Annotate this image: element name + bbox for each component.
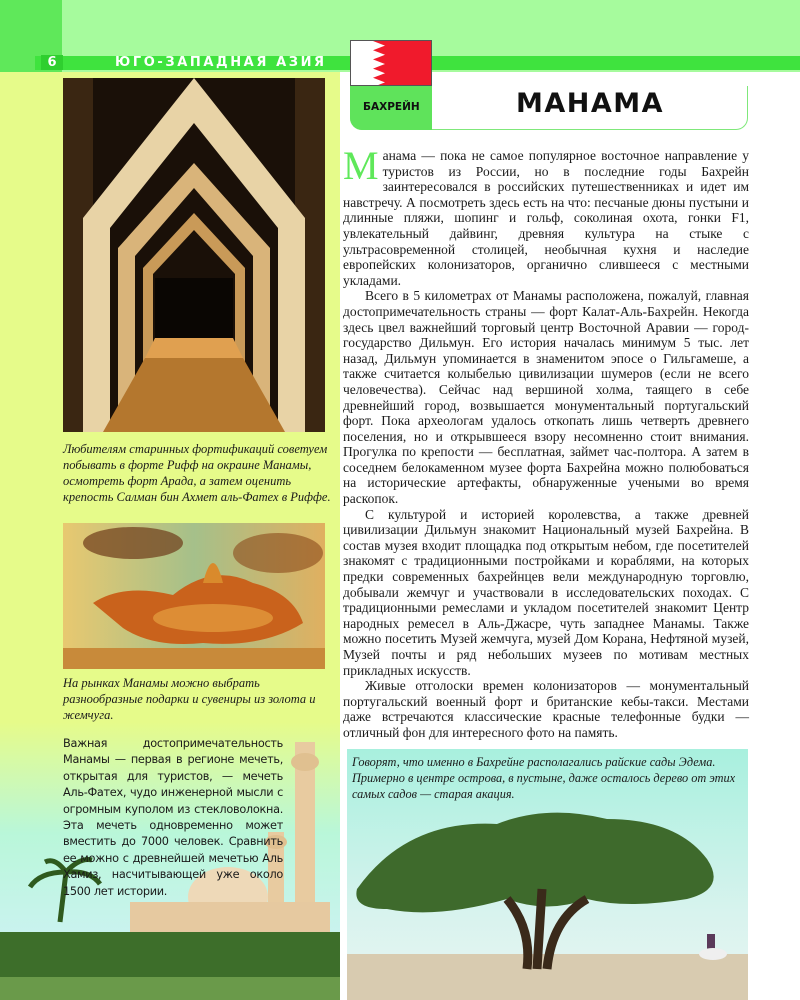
fort-arches-photo [63,78,325,432]
country-label: БАХРЕЙН [363,101,420,113]
page-number: 6 [41,55,63,70]
bahrain-flag-icon [350,40,432,86]
tree-caption: Говорят, что именно в Бахрейне располагались райские сады Эдема. Примерно в центре острова, в пустыне, даже осталось дерево от этих самых садов — старая акация. [352,755,736,801]
article-paragraph: Всего в 5 километрах от Манамы расположена, пожалуй, главная достопримечательность страны — форт Калат-Аль-Бахрейн. Некогда здесь цвел важнейший торговый центр Восточной Аравии — город-государство Дильмун. Его история началась минимум 5 тыс. лет назад, Дильмун упоминается в знаменитом эпосе о Гильгамеше, а также считается колыбелью цивилизации шумеров (если не всего человечества). Сейчас над вершиной холма, таящего в себе древнейший город, возвышается монументальный португальский форт. Пока археологам удалось откопать лишь четверть древнего поселения, но и открывшееся взору несомненно стоит внимания. Прогулка по крепости — бесплатная, займет час-полтора. А затем в соседнем белокаменном музее форта Бахрейна можно полюбоваться на исторические артефакты, обнаруженные учеными во время раскопок. [343,288,749,507]
drop-cap: М [343,143,379,188]
page-title: МАНАМА [515,88,665,119]
market-lamp-photo [63,523,325,669]
mosque-caption: Важная достопримечательность Манамы — первая в регионе мечеть, открытая для туристов, — мечеть Аль-Фатех, чудо инженерной мысли с огромным куполом из стекловолокна. Эта мечеть одновременно может вместить до 7000 человек. Сравнить ее можно с древнейшей мечетью Аль Хамиз, насчитывающей уже около 1500 лет истории. [63,737,283,898]
tree-section [347,749,748,1000]
fort-caption: Любителям старинных фортификаций советуем побывать в форте Рифф на окраине Манамы, осмотреть форт Арада, а затем оценить крепость Салман бин Ахмет аль-Фатех в Риффе. [63,442,331,504]
article-paragraph: Живые отголоски времен колонизаторов — монументальный португальский военный форт и британские кебы-такси. Местами даже встречаются классические красные телефонные будки — отличный фон для интересного фото на память. [343,678,749,740]
market-caption: На рынках Манамы можно выбрать разнообразные подарки и сувениры из золота и жемчуга. [63,676,316,722]
section-title: ЮГО-ЗАПАДНАЯ АЗИЯ [115,55,327,70]
article-paragraph: С культурой и историей королевства, а также древней цивилизации Дильмун знакомит Национальный музей Бахрейна. В состав музея входит площадка под открытым небом, где посетителей знакомят с традиционными постройками и кораблями, на которых предки современных бахрейнцев вели международную торговлю, добывали жемчуг и участвовали в исследовательских походах. С традиционными ремеслами и укладом посетителей знакомит Центр народных ремесел в Аль-Джасре, чуть западнее Манамы. Также можно посетить Музей жемчуга, музей Дом Корана, Нефтяной музей, Музей почты и ряд небольших музеев по мотивам местных прикладных искусств. [343,506,749,678]
article-body [343,143,749,741]
article-paragraph: Манама — пока не самое популярное восточное направление у туристов из России, но в последние годы Бахрейн заинтересовался в российских путешественниках и идет им навстречу. А посмотреть здесь есть на что: песчаные дюны пустыни и длинные пляжи, шопинг и гольф, соколиная охота, гонки F1, увлекательный дайвинг, древняя культура на стыке с ультрасовременной столицей, необычная кухня и наследие европейских колонизаторов, органично слившееся с местными укладами. [343,143,749,288]
country-tab [350,86,432,130]
